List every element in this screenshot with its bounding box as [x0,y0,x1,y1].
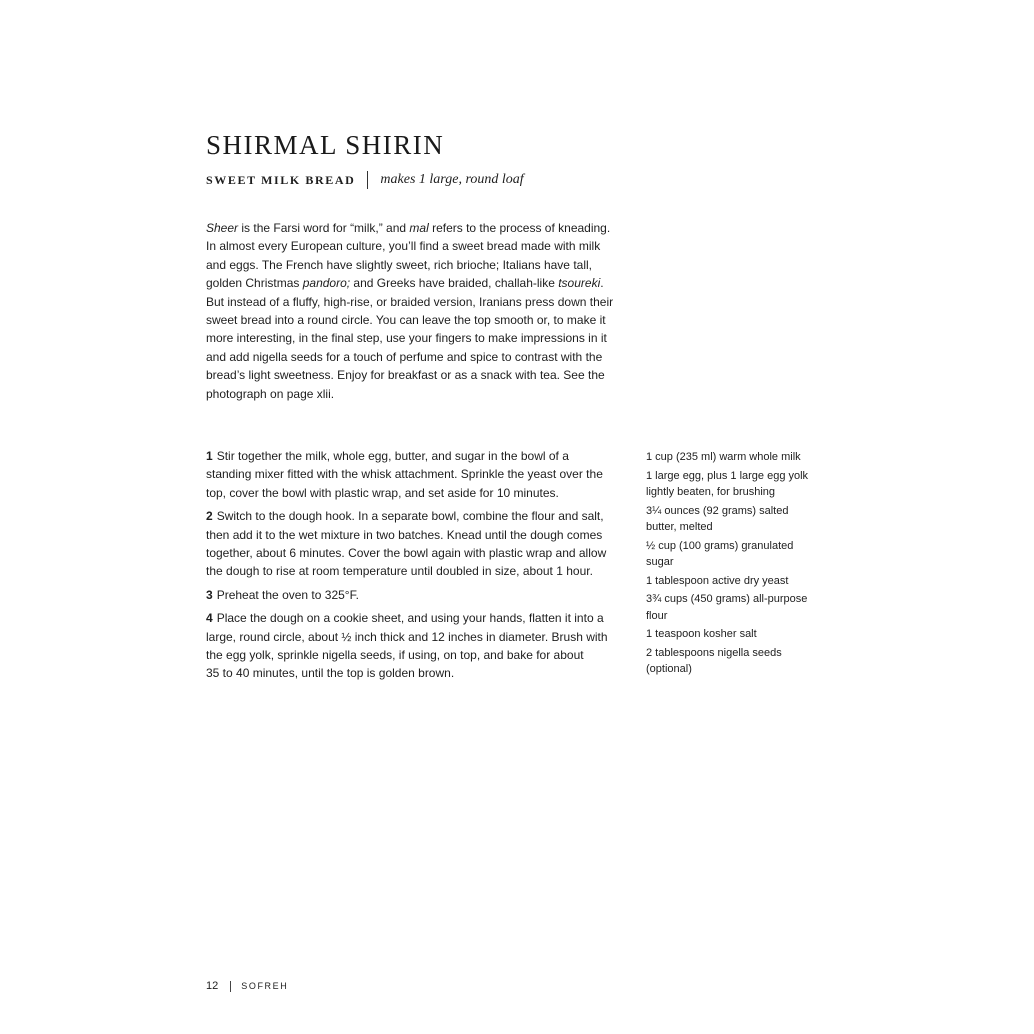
recipe-yield: makes 1 large, round loaf [380,172,524,187]
intro-text: is the Farsi word for “milk,” and [238,221,410,235]
ingredient-line: butter, melted [646,521,713,533]
step-line [206,544,618,562]
intro-text: In almost every European culture, you’ll find a sweet bread made with milk [206,239,601,254]
ingredient-line: 2 tablespoons nigella seeds [646,646,782,659]
intro-text: refers to the process of kneading. [428,221,611,235]
step-line [206,586,618,604]
step-text: large, round circle, about ½ inch thick and 12 inches in diameter. Brush with [206,629,608,644]
ingredient-item [646,468,836,501]
step-line [206,646,618,664]
subtitle-divider [367,171,368,189]
step-line [206,484,618,502]
step-text: standing mixer fitted with the whisk attachment. Sprinkle the yeast over the [206,467,603,482]
intro-line [206,385,618,403]
step-1 [206,447,618,502]
section-name: SOFREH [241,981,289,991]
footer-divider [230,981,231,992]
intro-italic-term: mal [409,221,429,235]
page-footer [206,980,288,992]
ingredient-item [646,591,836,624]
step-text: 35 to 40 minutes, until the top is golden brown. [206,666,455,681]
intro-line [206,219,618,237]
ingredient-line: 3¼ ounces (92 grams) salted [646,504,789,517]
ingredient-line: 1 cup (235 ml) warm whole milk [646,451,801,463]
intro-text: more interesting, in the final step, use your fingers to make impressions in it [206,331,607,346]
intro-line [206,329,618,347]
recipe-intro [206,219,618,403]
step-line [206,447,618,465]
step-line [206,562,618,580]
intro-line [206,237,618,255]
step-text: Stir together the milk, whole egg, butter, and sugar in the bowl of a [216,449,569,463]
ingredient-line: lightly beaten, for brushing [646,486,776,498]
intro-text: photograph on page xlii. [206,386,335,401]
step-line [206,465,618,483]
ingredient-line: 1 teaspoon kosher salt [646,628,757,641]
intro-line [206,256,618,274]
intro-text: . [600,276,604,291]
step-2 [206,507,618,581]
intro-italic-term: tsoureki [558,276,601,291]
recipe-title: SHIRMAL SHIRIN [206,130,445,160]
ingredient-item [646,503,836,536]
step-text: top, cover the bowl with plastic wrap, and set aside for 10 minutes. [206,485,559,500]
ingredient-line: flour [646,609,668,622]
intro-text: golden Christmas [206,276,303,291]
intro-text: and add nigella seeds for a touch of perfume and spice to contrast with the [206,349,603,364]
ingredient-line: ½ cup (100 grams) granulated [646,539,794,552]
step-text: the dough to rise at room temperature until doubled in size, about 1 hour. [206,564,593,579]
step-line [206,526,618,544]
ingredient-line: 3¾ cups (450 grams) all-purpose [646,593,808,606]
recipe-subtitle: SWEET MILK BREAD [206,172,356,187]
intro-text: bread’s light sweetness. Enjoy for breakfast or as a snack with tea. See the [206,368,605,383]
step-number: 2 [206,509,213,524]
step-line [206,609,618,627]
step-number: 1 [206,449,213,463]
step-3 [206,586,618,604]
intro-line [206,293,618,311]
recipe-steps [206,447,618,688]
ingredient-line: (optional) [646,663,692,676]
ingredient-item [646,573,836,589]
ingredient-item [646,626,836,642]
ingredient-item [646,538,836,571]
step-line [206,507,618,525]
intro-line [206,348,618,366]
step-text: Place the dough on a cookie sheet, and using your hands, flatten it into a [216,611,604,626]
step-line [206,628,618,646]
intro-text: sweet bread into a round circle. You can leave the top smooth or, to make it [206,313,606,328]
intro-italic-term: Sheer [206,221,239,235]
page-number: 12 [206,980,219,992]
step-number: 3 [206,587,213,602]
intro-line [206,366,618,384]
ingredient-line: 1 large egg, plus 1 large egg yolk [646,469,809,482]
step-text: then add it to the wet mixture in two batches. Knead until the dough comes [206,527,603,542]
ingredient-list [646,449,836,680]
step-text: the egg yolk, sprinkle nigella seeds, if using, on top, and bake for about [206,648,584,663]
step-number: 4 [206,611,213,626]
intro-text: But instead of a fluffy, high-rise, or braided version, Iranians press down their [206,294,614,309]
intro-text: and Greeks have braided, challah-like [350,276,559,291]
ingredient-line: sugar [646,556,674,568]
recipe-subtitle-row [206,170,524,190]
step-text: Preheat the oven to 325°F. [216,587,359,602]
intro-italic-term: pandoro; [302,276,351,291]
intro-line [206,274,618,292]
intro-line [206,311,618,329]
step-4 [206,609,618,683]
step-line [206,664,618,682]
ingredient-line: 1 tablespoon active dry yeast [646,574,789,587]
step-text: together, about 6 minutes. Cover the bowl again with plastic wrap and allow [206,546,607,561]
intro-text: and eggs. The French have slightly sweet, rich brioche; Italians have tall, [206,257,592,272]
ingredient-item [646,449,836,465]
ingredient-item [646,645,836,678]
step-text: Switch to the dough hook. In a separate bowl, combine the flour and salt, [216,509,604,524]
